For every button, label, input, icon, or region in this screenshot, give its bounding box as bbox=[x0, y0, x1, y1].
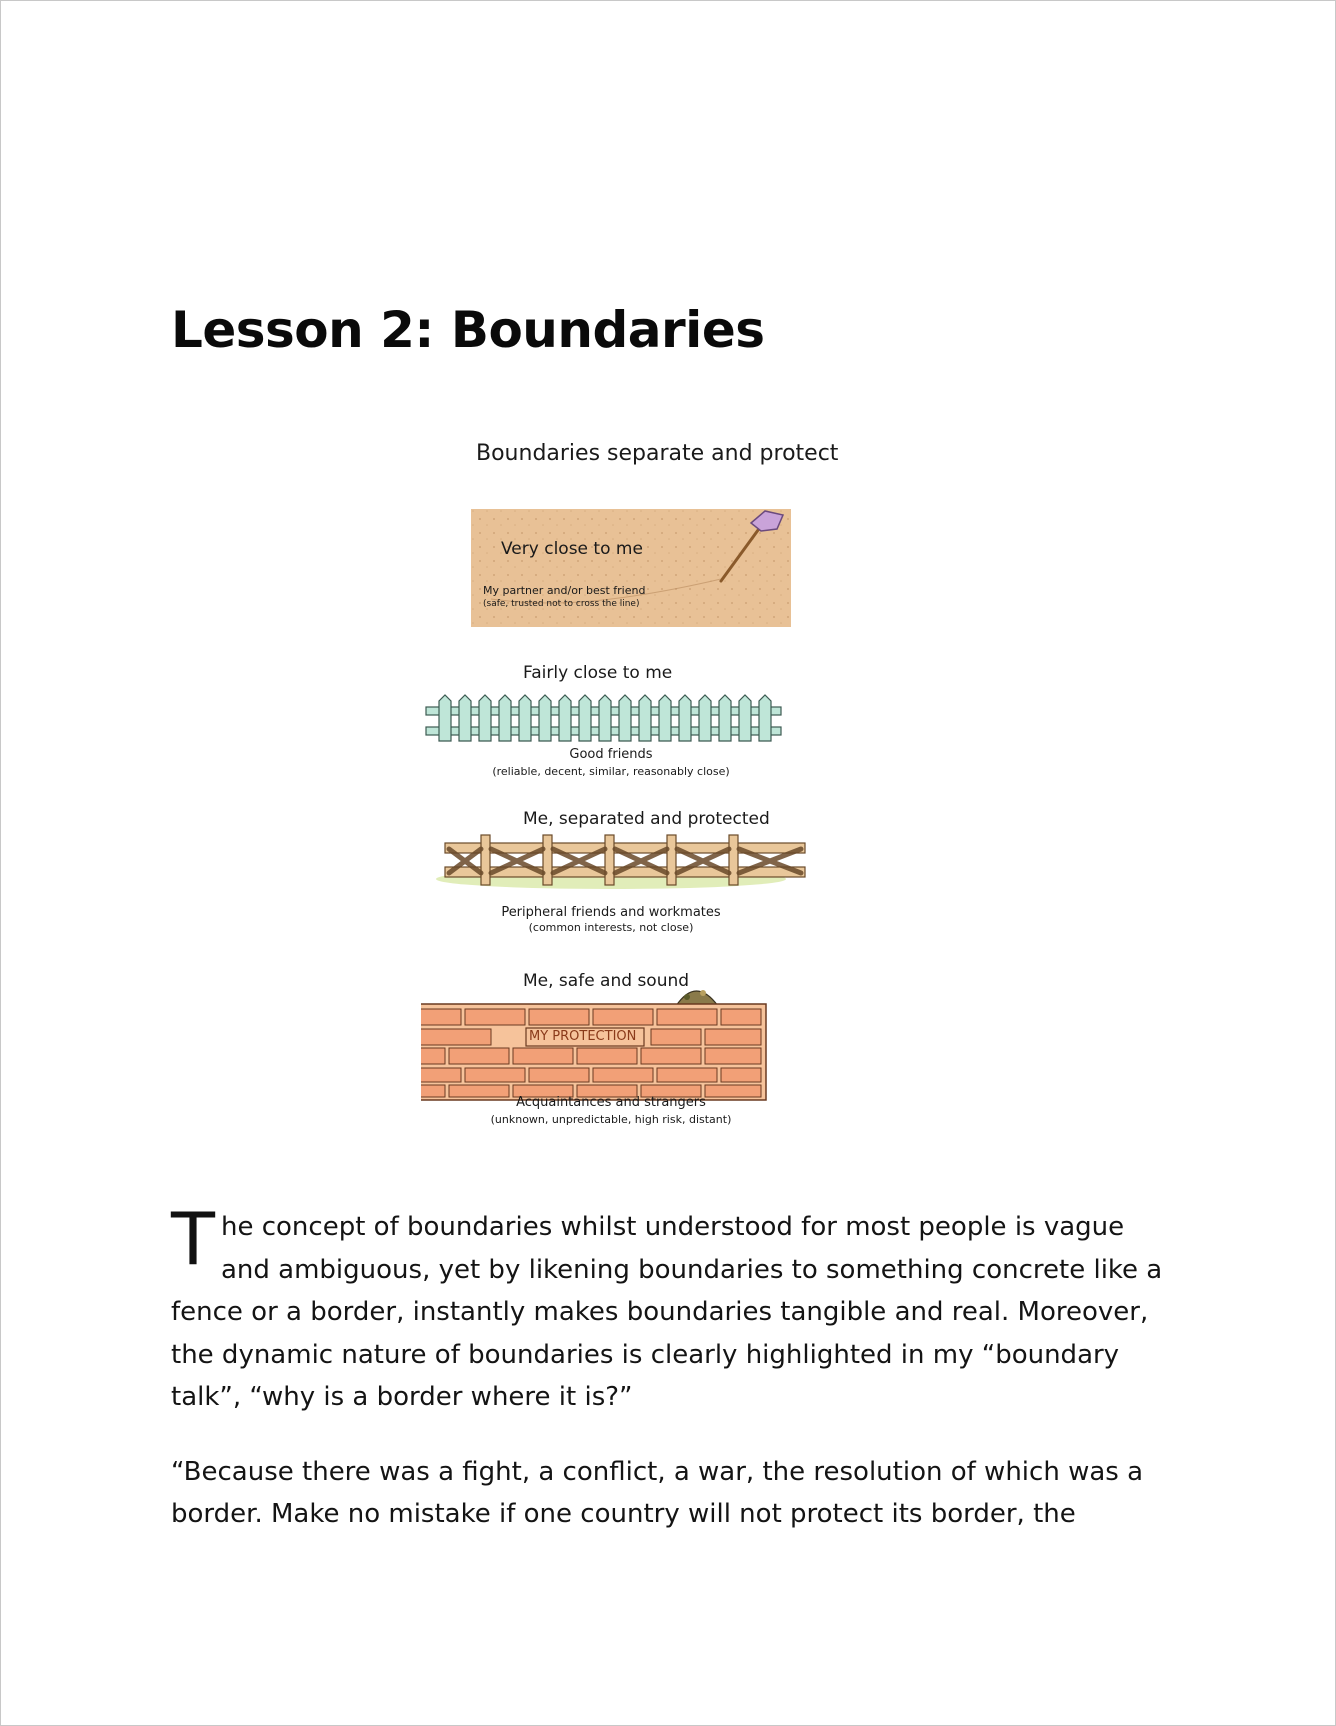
level-3-description: Peripheral friends and workmates bbox=[501, 905, 721, 920]
level-3-label: Me, separated and protected bbox=[523, 809, 770, 829]
drop-cap: T bbox=[171, 1197, 215, 1281]
level-1-description: My partner and/or best friend bbox=[483, 584, 646, 597]
level-3-note: (common interests, not close) bbox=[528, 921, 694, 934]
level-4-label: Me, safe and sound bbox=[523, 971, 690, 991]
level-4-note: (unknown, unpredictable, high risk, distant) bbox=[490, 1113, 732, 1126]
level-1-note: (safe, trusted not to cross the line) bbox=[483, 599, 640, 609]
brick-wall bbox=[421, 990, 766, 1100]
figure-heading: Boundaries separate and protect bbox=[476, 441, 839, 466]
sand-line-drawing bbox=[471, 509, 791, 627]
page-title: Lesson 2: Boundaries bbox=[171, 301, 765, 359]
paragraph-2: “Because there was a fight, a conflict, a war, the resolution of which was a border. Make no mistake if one country will not protect its border, the bbox=[171, 1456, 1144, 1529]
wall-sign: MY PROTECTION bbox=[529, 1029, 637, 1044]
level-2-label: Fairly close to me bbox=[523, 663, 673, 683]
body-text bbox=[171, 1197, 1171, 1568]
paragraph-1-text: he concept of boundaries whilst understood for most people is vague and ambiguous, yet by likening boundaries to something concrete like a fence or a border, instantly makes boundaries tangible and real. Moreover, the dynamic nature of boundaries is clearly highlighted in my “boundary talk”, “why is a border where it is?” bbox=[171, 1212, 1163, 1412]
level-2-note: (reliable, decent, similar, reasonably close) bbox=[492, 765, 730, 778]
picket-fence bbox=[426, 695, 781, 741]
boundaries-illustration bbox=[421, 431, 841, 1141]
wooden-rail-fence bbox=[436, 835, 805, 889]
level-4-description: Acquaintances and strangers bbox=[516, 1095, 706, 1110]
level-1-label: Very close to me bbox=[501, 539, 643, 559]
paragraph-1 bbox=[171, 1197, 1171, 1419]
level-2-description: Good friends bbox=[569, 747, 653, 762]
